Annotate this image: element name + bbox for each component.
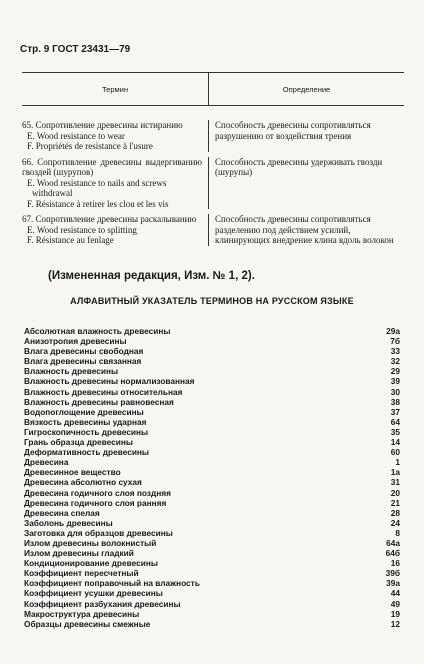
index-term: Древесинное вещество (24, 467, 121, 478)
definition-cell: Способность древесины сопротивляться разделению под действием усилий, клинирующих внедрение клина вдоль волокон (215, 214, 394, 245)
index-number: 60 (390, 447, 400, 458)
index-item (24, 538, 400, 548)
index-number: 1 (395, 457, 400, 468)
index-number: 8 (395, 527, 400, 538)
index-term: Излом древесины гладкий (24, 548, 134, 559)
term-name: 67. Сопротивление древесины раскалыванию (22, 214, 197, 224)
index-number: 14 (390, 437, 400, 448)
index-number: 44 (390, 588, 400, 599)
index-item (24, 609, 400, 619)
index-term: Коэффициент усушки древесины (24, 588, 163, 599)
index-term: Вязкость древесины ударная (24, 416, 147, 427)
index-number: 24 (390, 517, 400, 528)
index-number: 19 (390, 608, 400, 619)
index-number: 20 (390, 487, 400, 498)
index-number: 64б (385, 548, 400, 559)
index-item (24, 477, 400, 487)
index-item (24, 326, 400, 336)
term-variant-en: E. Wood resistance to wear (27, 130, 125, 141)
index-item (24, 508, 400, 518)
index-number: 16 (390, 558, 400, 569)
index-item (24, 417, 400, 427)
amendment-note: (Измененная редакция, Изм. № 1, 2). (48, 270, 255, 282)
index-term: Влажность древесины равновесная (24, 396, 174, 407)
index-term: Древесина (24, 457, 69, 468)
index-term: Коэффициент разбухания древесины (24, 598, 181, 609)
index-term: Водопоглощение древесины (24, 406, 144, 417)
index-item (24, 397, 400, 407)
index-number: 7б (390, 336, 400, 347)
index-number: 38 (390, 396, 400, 407)
index-title: АЛФАВИТНЫЙ УКАЗАТЕЛЬ ТЕРМИНОВ НА РУССКОМ ЯЗЫКЕ (70, 296, 354, 306)
index-term: Влажность древесины нормализованная (24, 376, 195, 387)
definition-cell: Способность древесины удерживать гвозди (шурупы) (215, 156, 383, 177)
index-item (24, 457, 400, 467)
index-item (24, 619, 400, 629)
index-term: Грань образца древесины (24, 437, 133, 448)
index-item (24, 427, 400, 437)
column-header-definition: Определение (282, 84, 331, 94)
index-item (24, 336, 400, 346)
index-number: 37 (390, 406, 400, 417)
index-term: Древесина годичного слоя поздняя (24, 487, 171, 498)
index-number: 49 (390, 598, 400, 609)
index-item (24, 447, 400, 457)
index-term: Абсолютная влажность древесины (24, 326, 171, 336)
index-term: Древесина годичного слоя ранняя (24, 497, 167, 508)
index-item (24, 528, 400, 538)
index-item (24, 387, 400, 397)
table-row (22, 106, 404, 152)
index-item (24, 498, 400, 508)
index-term: Излом древесины волокнистый (24, 537, 157, 548)
column-header-term: Термин (22, 73, 209, 105)
index-number: 39б (385, 568, 400, 579)
index-number: 1а (390, 467, 400, 478)
index-item (24, 548, 400, 558)
term-cell (22, 120, 209, 152)
index-term: Влага древесины свободная (24, 346, 144, 357)
term-variant-fr: F. Propriétés de resistance à l'usure (27, 141, 153, 151)
page-header: Стр. 9 ГОСТ 23431—79 (20, 44, 131, 55)
index-number: 28 (390, 507, 400, 518)
index-term: Коэффициент пересчетный (24, 568, 139, 579)
index-number: 39а (386, 578, 400, 589)
index-term: Влага древесины связанная (24, 356, 142, 367)
index-term: Влажность древесины (24, 366, 119, 377)
index-number: 35 (390, 426, 400, 437)
index-number: 30 (390, 386, 400, 397)
index-term: Коэффициент поправочный на влажность (24, 578, 200, 589)
term-variant-fr: F. Résistance à retirer les clou et les vis (27, 198, 169, 209)
index-term: Деформативность древесины (24, 447, 150, 458)
index-term: Древесина абсолютно сухая (24, 477, 142, 488)
term-cell (22, 214, 209, 246)
table-header (22, 72, 404, 106)
terms-table (22, 72, 404, 248)
index-item (24, 356, 400, 366)
index-item (24, 366, 400, 376)
index-item (24, 558, 400, 568)
index-number: 32 (390, 356, 400, 367)
index-number: 39 (390, 376, 400, 387)
index-term: Кондиционирование древесины (24, 558, 158, 569)
index-item (24, 599, 400, 609)
table-row (22, 209, 404, 248)
index-term: Гигроскопичность древесины (24, 426, 149, 437)
index-item (24, 407, 400, 417)
index-number: 12 (390, 618, 400, 629)
term-variant-en: E. Wood resistance to nails and screws withdrawal (27, 177, 167, 198)
index-item (24, 346, 400, 356)
index-term: Образцы древесины смежные (24, 618, 151, 629)
index-number: 29 (390, 366, 400, 377)
term-variant-fr: F. Résistance au fenlage (27, 235, 114, 245)
index-number: 21 (390, 497, 400, 508)
index-item (24, 488, 400, 498)
index-item (24, 578, 400, 588)
term-name: 65. Сопротивление древесины истиранию (22, 120, 183, 130)
index-item (24, 437, 400, 447)
index-term: Древесина спелая (24, 507, 100, 518)
table-body (22, 106, 404, 248)
term-cell (22, 157, 209, 210)
definition-cell: Способность древесины сопротивляться разрушению от воздействия трения (215, 120, 371, 141)
index-number: 29а (386, 326, 400, 336)
table-row (22, 152, 404, 210)
index-list (24, 326, 400, 629)
index-term: Макроструктура древесины (24, 608, 140, 619)
index-number: 64а (386, 537, 400, 548)
index-item (24, 568, 400, 578)
index-item (24, 376, 400, 386)
index-term: Анизотропия древесины (24, 336, 127, 347)
term-variant-en: E. Wood resistance to splitting (27, 224, 137, 235)
index-number: 64 (390, 416, 400, 427)
index-term: Влажность древесины относительная (24, 386, 183, 397)
index-item (24, 518, 400, 528)
index-term: Заболонь древесины (24, 517, 113, 528)
index-number: 33 (390, 346, 400, 357)
index-item (24, 588, 400, 598)
index-number: 31 (390, 477, 400, 488)
term-name: 66. Сопротивление древесины выдергиванию гвоздей (шурупов) (22, 156, 202, 177)
index-term: Заготовка для образцов древесины (24, 527, 173, 538)
index-item (24, 467, 400, 477)
